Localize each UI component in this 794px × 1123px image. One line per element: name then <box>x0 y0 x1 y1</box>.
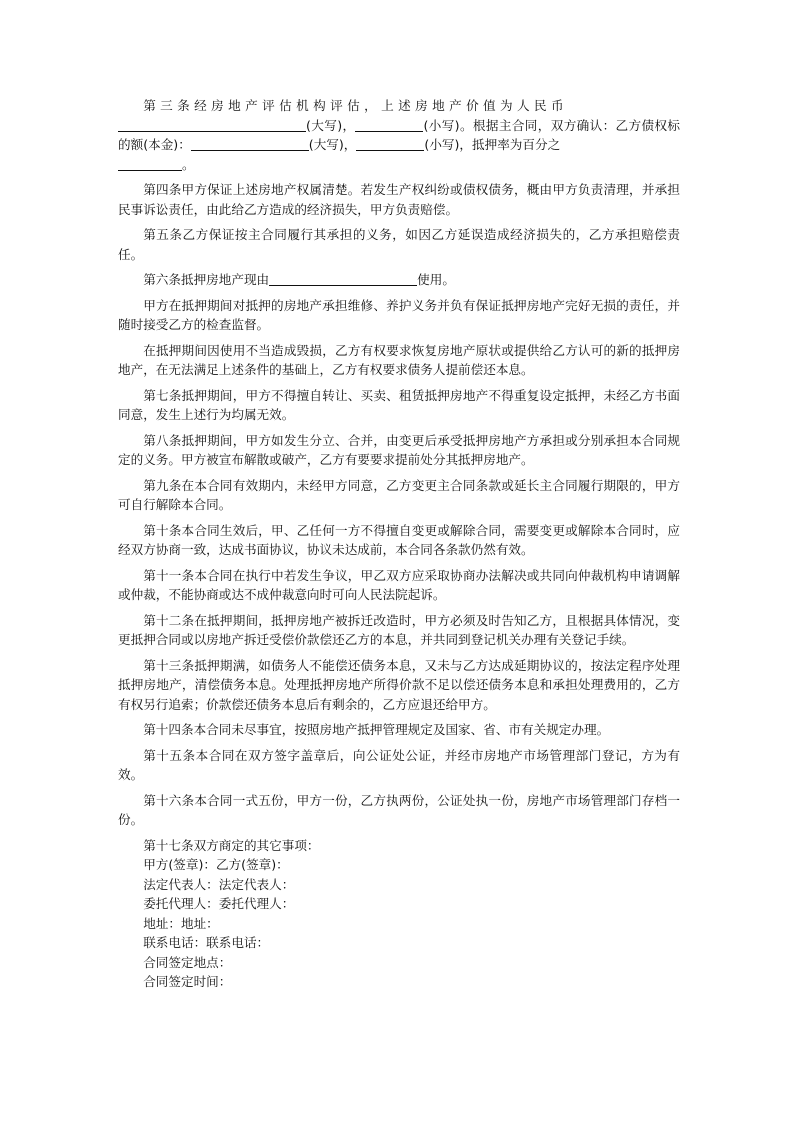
blank-value-uppercase[interactable] <box>118 117 306 132</box>
article-9: 第九条在本合同有效期内，未经甲方同意，乙方变更主合同条款或延长主合同履行期限的，甲方可自行解除本合同。 <box>118 477 680 512</box>
signature-time: 合同签定时间： <box>143 974 232 989</box>
article-17: 第十七条双方商定的其它事项： <box>143 837 320 853</box>
article-12: 第十二条在抵押期间，抵押房地产被拆迁改造时，甲方必须及时告知乙方，且根据具体情况，变更抵押合同或以房地产拆迁受偿价款偿还乙方的本息，并共同到登记机关办理有关登记手续。 <box>118 612 680 647</box>
article-15: 第十五条本合同在双方签字盖章后，向公证处公证，并经市房地产市场管理部门登记，方为有效。 <box>118 747 680 782</box>
article-16: 第十六条本合同一式五份，甲方一份，乙方执两份，公证处执一份，房地产市场管理部门存档一份。 <box>118 792 680 827</box>
article-7: 第七条抵押期间，甲方不得擅自转让、买卖、租赁抵押房地产不得重复设定抵押，未经乙方书面同意，发生上述行为均属无效。 <box>118 387 680 422</box>
signature-address: 地址：地址： <box>143 915 219 931</box>
article-5: 第五条乙方保证按主合同履行其承担的义务，如因乙方延误造成经济损失的，乙方承担赔偿责任。 <box>118 227 680 262</box>
article-10: 第十条本合同生效后，甲、乙任何一方不得擅自变更或解除合同，需要变更或解除本合同时，应经双方协商一致，达成书面协议，协议未达成前，本合同各条款仍然有效。 <box>118 522 680 557</box>
signature-phone: 联系电话：联系电话： <box>143 935 270 950</box>
article-3-text-4: (小写)，抵押率为百分之 <box>424 137 561 152</box>
signature-legal-rep: 法定代表人：法定代表人： <box>143 876 295 892</box>
article-3-text-5: 。 <box>182 156 195 172</box>
article-3-line1: 第三条经房地产评估机构评估，上述房地产价值为人民币 <box>143 98 569 113</box>
signature-place: 合同签定地点： <box>143 954 232 970</box>
contract-page <box>118 96 680 992</box>
article-4: 第四条甲方保证上述房地产权属清楚。若发生产权纠纷或债权债务，概由甲方负责清理，并承担民事诉讼责任，由此给乙方造成的经济损失，甲方负责赔偿。 <box>118 182 680 217</box>
article-14: 第十四条本合同未尽事宜，按照房地产抵押管理规定及国家、省、市有关规定办理。 <box>143 722 610 737</box>
para-maintenance: 甲方在抵押期间对抵押的房地产承担维修、养护义务并负有保证抵押房地产完好无损的责任，并随时接受乙方的检查监督。 <box>118 297 680 332</box>
article-13: 第十三条抵押期满，如债务人不能偿还债务本息，又未与乙方达成延期协议的，按法定程序处理抵押房地产，清偿债务本息。处理抵押房地产所得价款不足以偿还债务本息和承担处理费用的，乙方有权另行追索；价款偿还债务本息后有剩余的，乙方应退还给甲方。 <box>118 657 680 712</box>
article-11: 第十一条本合同在执行中若发生争议，甲乙双方应采取协商办法解决或共同向仲裁机构申请调解或仲裁，不能协商或达不成仲裁意向时可向人民法院起诉。 <box>118 567 680 602</box>
article-6 <box>118 270 680 290</box>
signature-parties: 甲方(签章)：乙方(签章)： <box>143 857 289 872</box>
blank-principal-lowercase[interactable] <box>356 136 424 151</box>
para-damage: 在抵押期间因使用不当造成毁损，乙方有权要求恢复房地产原状或提供给乙方认可的新的抵押房地产，在无法满足上述条件的基础上，乙方有权要求债务人提前偿还本息。 <box>118 342 680 377</box>
blank-value-lowercase[interactable] <box>355 117 423 132</box>
article-3 <box>118 96 680 174</box>
article-8: 第八条抵押期间，甲方如发生分立、合并，由变更后承受抵押房地产方承担或分别承担本合同规定的义务。甲方被宣布解散或破产，乙方有要要求提前处分其抵押房地产。 <box>118 432 680 467</box>
blank-occupant[interactable] <box>269 271 417 286</box>
article-3-text-2: (小写)。根据主合同，双方确认：乙方债权标的额(本金)： <box>118 117 681 152</box>
blank-mortgage-rate[interactable] <box>118 156 182 171</box>
article-3-text-1: (大写)， <box>306 117 356 133</box>
signature-agent: 委托代理人：委托代理人： <box>143 896 295 911</box>
article-6-text-pre: 第六条抵押房地产现由 <box>143 272 270 287</box>
article-6-text-post: 使用。 <box>417 272 455 287</box>
blank-principal-uppercase[interactable] <box>191 136 309 151</box>
article-3-text-3: (大写)， <box>308 137 357 152</box>
